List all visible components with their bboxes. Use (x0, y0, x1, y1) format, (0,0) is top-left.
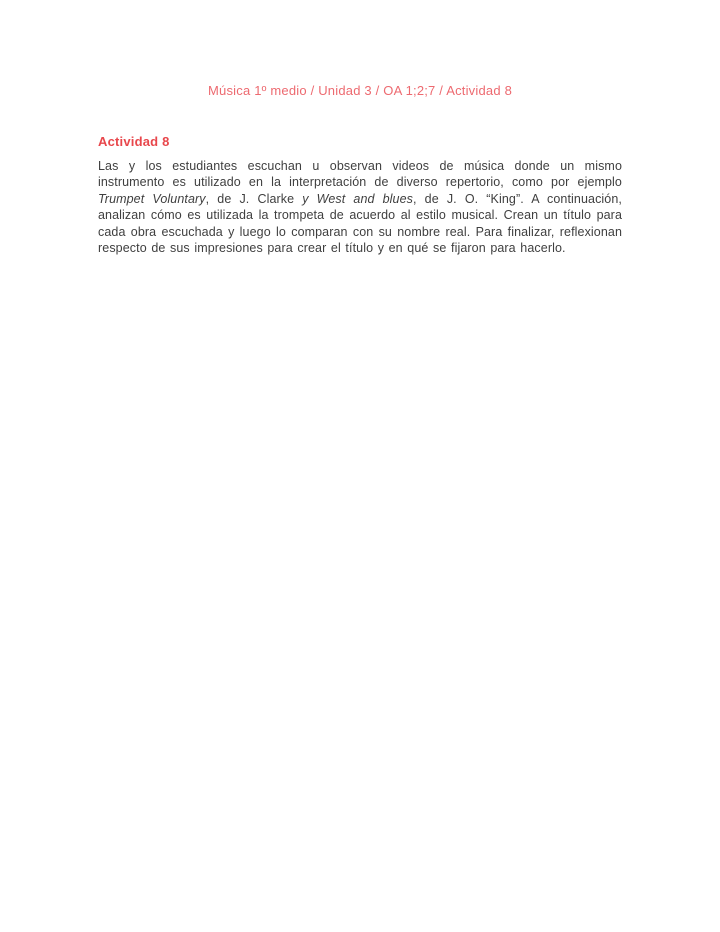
activity-heading: Actividad 8 (98, 134, 170, 149)
activity-paragraph: Las y los estudiantes escuchan u observan videos de música donde un mismo instrumento es utilizado en la interpretación de diverso repertorio, como por ejemplo Trumpet Voluntary, de J. Clarke y West and blues, de J. O. “King”. A continuación, analizan cómo es utilizada la trompeta de acuerdo al estilo musical. Crean un título para cada obra escuchada y luego lo comparan con su nombre real. Para finalizar, reflexionan respecto de sus impresiones para crear el título y en qué se fijaron para hacerlo. (98, 159, 622, 256)
breadcrumb: Música 1º medio / Unidad 3 / OA 1;2;7 / Actividad 8 (208, 83, 512, 98)
